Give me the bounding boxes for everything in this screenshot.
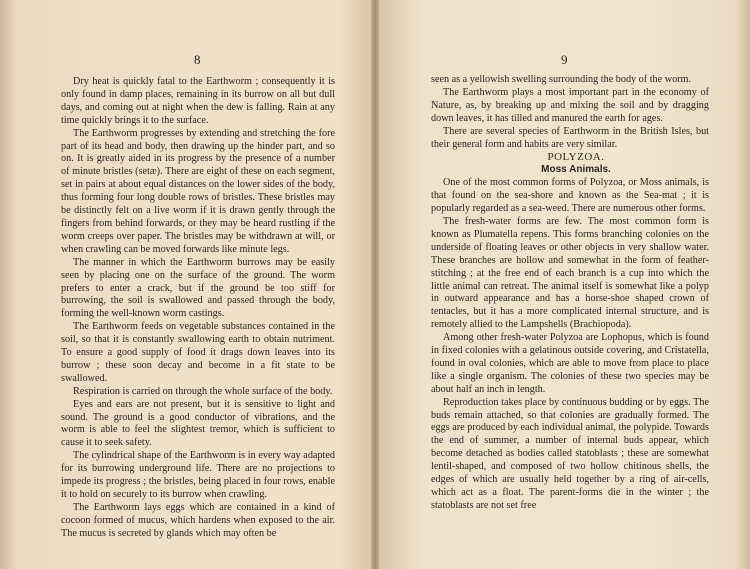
paragraph: The Earthworm feeds on vegetable substances contained in the soil, so that it is constantly swallowing earth to obtain nutriment. To ensure a good supply of food it drags down leaves into its burrow ; these soon decay and become in a fit state to be swallowed.	[61, 321, 335, 384]
paragraph: Among other fresh-water Polyzoa are Lophopus, which is found in fixed colonies with a gelatinous outside covering, and Cristatella, found in oval colonies, which are able to move from place to place like a single organism. The colonies of these two species may be about half an inch in length.	[431, 332, 709, 395]
page-number: 8	[194, 52, 201, 67]
paragraph: Reproduction takes place by continuous budding or by eggs. The buds remain attached, so that colonies are gradually formed. The eggs are produced by each individual animal, the polypide. Towards the end of summer, a number of internal buds appear, which become detached as bodies called statoblasts ; these are somewhat lentil-shaped, and composed of two hollow chitinous shells, the edges of which are usually held together by a ring of air-cells, which act as a float. The parent-forms die in the winter ; the statoblasts are not set free	[431, 396, 709, 511]
paragraph: The Earthworm lays eggs which are contained in a kind of cocoon formed of mucus, which hardens when exposed to the air. The mucus is secreted by glands which may often be	[61, 501, 335, 539]
paragraph: The Earthworm plays a most important part in the economy of Nature, as, by breaking up and mixing the soil and by dragging down leaves, it has tilled and manured the earth for ages.	[431, 86, 709, 124]
page-body	[61, 76, 335, 541]
paragraph: There are several species of Earthworm in the British Isles, but their general form and habits are very similar.	[431, 125, 709, 150]
paragraph: Dry heat is quickly fatal to the Earthworm ; consequently it is only found in damp places, remaining in its burrow on all but dull days, and coming out at night when the dew is falling. Rain at any time quickly brings it to the surface.	[61, 76, 335, 126]
paragraph: The fresh-water forms are few. The most common form is known as Plumatella repens. This forms branching colonies on the underside of floating leaves or other objects in very shallow water. These branches are hollow and somewhat in the form of feather-stitching ; at the free end of each branch is a cup into which the little animal can retreat. The animal itself is somewhat like a polyp in outward appearance and has a horse-shoe shaped crown of tentacles, but it has a more complicated internal structure, and is remotely allied to the Lampshells (Brachiopoda).	[431, 215, 709, 331]
page-number: 9	[561, 52, 568, 67]
section-title: POLYZOA.	[547, 151, 605, 164]
paragraph: Respiration is carried on through the whole surface of the body.	[73, 385, 333, 397]
paragraph: Eyes and ears are not present, but it is sensitive to light and sound. The ground is a good conductor of vibrations, and the worm is able to feel the slightest tremor, which is sufficient to cause it to seek safety.	[61, 398, 335, 449]
right-page	[375, 0, 750, 569]
paragraph: The cylindrical shape of the Earthworm is in every way adapted for its burrowing underground life. There are no projections to impede its progress ; the bristles, being placed in four rows, enable it to hold on securely to its burrow when crawling.	[61, 450, 335, 500]
paragraph: The manner in which the Earthworm burrows may be easily seen by placing one on the surface of the ground. The worm prefers to enter a crack, but if the ground be too stiff for burrowing, the soil is swallowed and passed through the body, forming the well-known worm castings.	[61, 256, 335, 320]
section-subtitle: Moss Animals.	[541, 164, 611, 176]
paragraph: One of the most common forms of Polyzoa, or Moss animals, is that found on the sea-shore and known as the Sea-mat ; it is popularly regarded as a sea-weed. There are numerous other forms.	[431, 177, 709, 215]
continued-paragraph: seen as a yellowish swelling surrounding the body of the worm.	[431, 74, 692, 85]
paragraph: The Earthworm progresses by extending and stretching the fore part of its head and body, then drawing up the hinder part, and so on. It is greatly aided in its progress by the presence of a number of minute bristles (setæ). There are eight of these on each segment, set in pairs at about equal distances on the lower sides of the body, thus forming four long double rows of bristles. These bristles may be distinctly felt on a live worm if it is drawn gently through the fingers from behind forwards, or they may be heard rustling if the worm creeps over paper. The bristles may be withdrawn at will, or when crawling can be moved forwards like minute legs.	[61, 127, 335, 255]
page-body	[431, 74, 709, 513]
